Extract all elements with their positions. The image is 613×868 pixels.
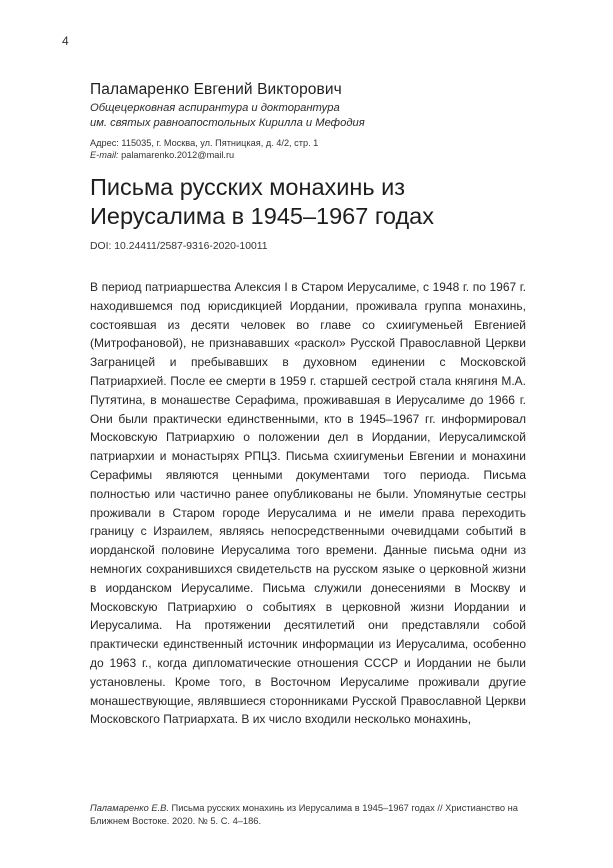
email-line <box>90 149 530 161</box>
affiliation-line-1: Общецерковная аспирантура и докторантура <box>90 102 340 114</box>
email-label: E-mail: <box>90 150 119 160</box>
citation-text: Письма русских монахинь из Иерусалима в 1945–1967 годах // Христианство на Ближнем Востоке. 2020. № 5. С. 4–186. <box>90 803 518 826</box>
postal-address: Адрес: 115035, г. Москва, ул. Пятницкая, д. 4/2, стр. 1 <box>90 138 319 148</box>
author-block <box>90 80 530 161</box>
abstract-paragraph: В период патриаршества Алексия I в Старом Иерусалиме, с 1948 г. по 1967 г. находившемся под юрисдикцией Иордании, проживала группа монахинь, состоявшая из десяти человек во главе со схиигуменьей Евгенией (Митрофановой), не признававших «раскол» Русской Православной Церкви Заграницей и пребывавших в духовном единении с Московской Патриархией. После ее смерти в 1959 г. старшей сестрой стала княгиня М.А. Путятина, в монашестве Серафима, проживавшая в Иерусалиме до 1966 г. Они были практически единственными, кто в 1945–1967 гг. информировал Московскую Патриархию о положении дел в Иордании, Иерусалимской патриархии и монастырях РПЦЗ. Письма схиигуменьи Евгении и монахини Серафимы являются ценными документами того периода. Письма полностью или частично ранее опубликованы не были. Упомянутые сестры проживали в Старом городе Иерусалима и не имели права переходить границу с Израилем, являясь непосредственными очевидцами событий в иорданской половине Иерусалима того времени. Данные письма одни из немногих сохранившихся свидетельств на русском языке о церковной жизни в иорданском Иерусалиме. Письма служили донесениями в Москву и Московскую Патриархию о событиях в церковной жизни Иордании и Иерусалима. На протяжении десятилетий они представляли собой практически единственный источник информации из Иерусалима, особенно до 1963 г., когда дипломатические отношения СССР и Иордании не были установлены. Кроме того, в Восточном Иерусалиме проживали другие монашествующие, являвшиеся сторонниками Русской Православной Церкви Московского Патриархата. В их число входили несколько монахинь, <box>90 280 526 727</box>
affiliation <box>90 101 530 130</box>
affiliation-line-2: им. святых равноапостольных Кирилла и Мефодия <box>90 116 365 129</box>
citation-author: Паламаренко Е.В. <box>90 803 169 813</box>
doi: DOI: 10.24411/2587-9316-2020-10011 <box>90 241 268 252</box>
email-address: palamarenko.2012@mail.ru <box>118 150 235 160</box>
citation-footer <box>90 802 530 828</box>
article-title: Письма русских монахинь из Иерусалима в 1945–1967 годах <box>90 174 434 229</box>
page-number: 4 <box>62 34 69 48</box>
contact-block <box>90 137 530 161</box>
author-name: Паламаренко Евгений Викторович <box>90 81 342 98</box>
